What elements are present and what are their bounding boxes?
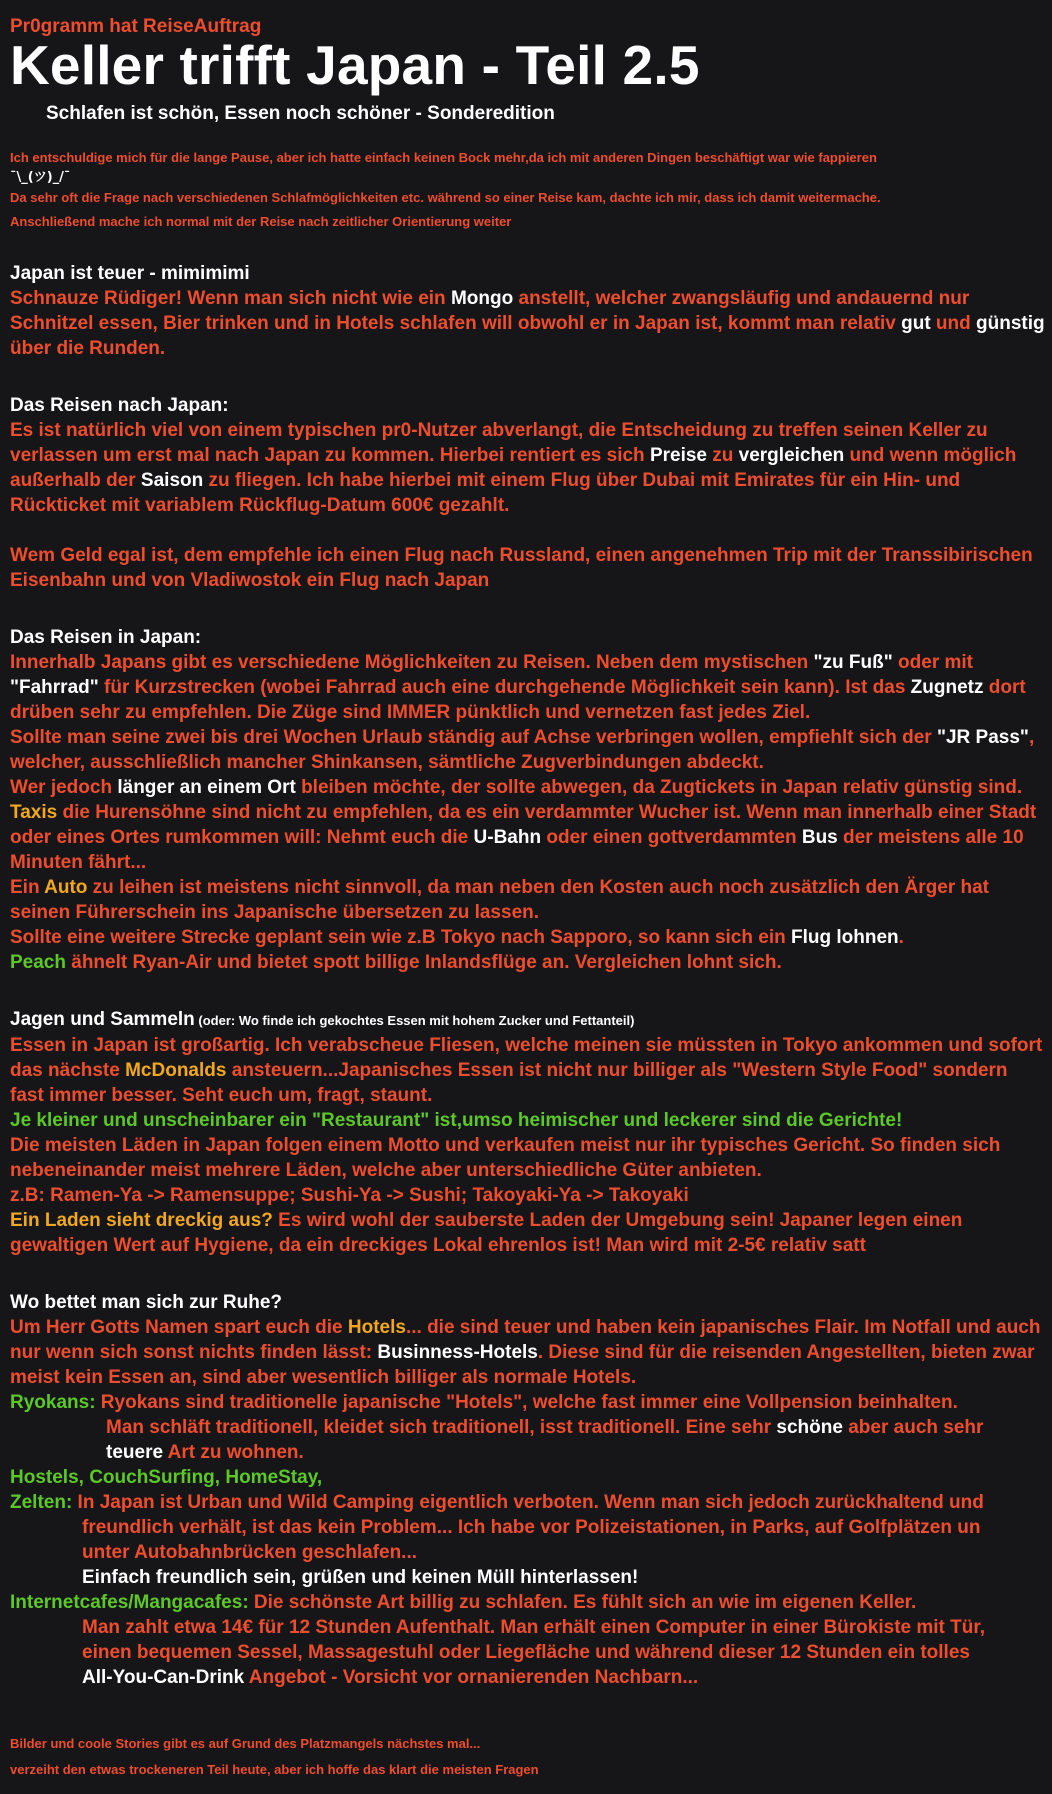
text: ansteuern...Japanisches Essen ist nicht nur billiger als "Western Style Food" sondern fast immer besser. Seht euch um, fragt, staunt.	[10, 1060, 1008, 1106]
paragraph	[10, 950, 1046, 975]
text: Essen in Japan ist großartig. Ich verabscheue Fliesen, welche meinen sie müssten in Tokyo ankommen und sofort das nächste	[10, 1035, 1043, 1081]
highlight: "zu Fuß"	[813, 652, 893, 673]
text: Sollte man seine zwei bis drei Wochen Urlaub ständig auf Achse verbringen wollen, empfiehlt sich der	[10, 727, 937, 748]
highlight: Auto	[44, 877, 88, 898]
text: , welcher, ausschließlich mancher Shinkansen, sämtliche Zugverbindungen abdeckt.	[10, 727, 1035, 773]
text: Innerhalb Japans gibt es verschiedene Möglichkeiten zu Reisen. Neben dem mystischen	[10, 652, 814, 673]
paragraph	[10, 775, 1046, 800]
page-subtitle: Schlafen ist schön, Essen noch schöner - Sonderedition	[46, 103, 555, 124]
page-title: Keller trifft Japan - Teil 2.5	[10, 34, 700, 96]
text: zu fliegen. Ich habe hierbei mit einem Flug über Dubai mit Emirates für ein Hin- und Rückticket mit variablem Rückflug-Datum 600€ gezahlt.	[10, 470, 961, 516]
highlight: Peach	[10, 952, 66, 973]
section-heading: Wo bettet man sich zur Ruhe?	[10, 1292, 283, 1313]
highlight: Zugnetz	[910, 677, 984, 698]
highlight: Mongo	[450, 288, 514, 309]
text: über die Runden.	[10, 338, 166, 359]
paragraph: Hostels, CouchSurfing, HomeStay,	[10, 1467, 323, 1488]
text: Um Herr Gotts Namen spart euch die	[10, 1317, 348, 1338]
text: Man schläft traditionell, kleidet sich traditionell, isst traditionell. Eine sehr	[106, 1417, 777, 1438]
highlight: teuere	[106, 1442, 164, 1463]
paragraph	[10, 1440, 1046, 1465]
paragraph	[10, 1208, 1046, 1258]
text: oder einen gottverdammten	[541, 827, 802, 848]
highlight: McDonalds	[125, 1060, 227, 1081]
highlight: Ein Laden sieht dreckig aus?	[10, 1210, 273, 1231]
paragraph	[10, 725, 1046, 775]
section-travel-in-japan	[10, 625, 1046, 975]
text: zu wohnen.	[195, 1442, 304, 1463]
intro-block	[10, 146, 1046, 234]
highlight: länger an einem Ort	[117, 777, 296, 798]
outro-line: verzeiht den etwas trockeneren Teil heute, aber ich hoffe das klart die meisten Fragen	[10, 1762, 539, 1777]
paragraph	[10, 1490, 1046, 1515]
highlight: Hotels	[347, 1317, 406, 1338]
intro-line: Da sehr oft die Frage nach verschiedenen Schlafmöglichkeiten etc. während so einer Reise kam, dachte ich mir, dass ich damit weitermache.	[10, 190, 881, 205]
paragraph	[10, 925, 1046, 950]
paragraph	[10, 286, 1046, 361]
highlight: Saison	[140, 470, 204, 491]
paragraph: Einfach freundlich sein, grüßen und keinen Müll hinterlassen!	[82, 1567, 639, 1588]
text: Ein	[10, 877, 45, 898]
item-label: Ryokans:	[10, 1392, 96, 1413]
text: .	[898, 927, 904, 948]
outro-block	[10, 1731, 539, 1783]
paragraph	[10, 418, 1046, 518]
paragraph	[10, 1315, 1046, 1390]
text: Sollte eine weitere Strecke geplant sein wie z.B Tokyo nach Sapporo, so kann sich ein	[10, 927, 791, 948]
paragraph: z.B: Ramen-Ya -> Ramensuppe; Sushi-Ya -> Sushi; Takoyaki-Ya -> Takoyaki	[10, 1185, 689, 1206]
paragraph	[10, 875, 1046, 925]
paragraph	[10, 1590, 1046, 1615]
text: der meistens alle 10 Minuten fährt...	[10, 827, 1024, 873]
shrug-emoticon: ¯\_(ツ)_/¯	[10, 170, 71, 185]
text: Art	[163, 1442, 196, 1463]
section-heading: Das Reisen nach Japan:	[10, 395, 229, 416]
section-heading: Japan ist teuer - mimimimi	[10, 263, 250, 284]
paragraph: Je kleiner und unscheinbarer ein "Restaurant" ist,umso heimischer und leckerer sind die Gerichte!	[10, 1110, 903, 1131]
text: und wenn möglich außerhalb der	[10, 445, 1017, 491]
page-content	[10, 16, 1046, 1690]
text: anstellt, welcher zwangsläufig und andauernd nur Schnitzel essen, Bier trinken und in Hotels schlafen will obwohl er in Japan ist, kommt man relativ	[10, 288, 970, 334]
paragraph	[10, 1033, 1046, 1108]
item-label: Zelten:	[10, 1492, 73, 1513]
paragraph	[10, 800, 1046, 875]
heading-note: (oder: Wo finde ich gekochtes Essen mit hohem Zucker und Fettanteil)	[194, 1013, 635, 1028]
text: zu	[706, 445, 739, 466]
text: . Diese sind für die reisenden Angestellten, bieten zwar meist kein Essen an, sind aber wesentlich billiger als normale Hotels.	[10, 1342, 1035, 1388]
highlight: vergleichen	[738, 445, 845, 466]
highlight: U-Bahn	[473, 827, 542, 848]
text: Angebot - Vorsicht vor ornanierenden Nachbarn...	[244, 1667, 699, 1688]
heading-text: Jagen und Sammeln	[10, 1009, 195, 1030]
text: und	[930, 313, 977, 334]
kicker: Pr0gramm hat ReiseAuftrag	[10, 16, 262, 37]
paragraph	[10, 1415, 1046, 1440]
highlight: All-You-Can-Drink	[82, 1667, 245, 1688]
highlight: Bus	[801, 827, 838, 848]
highlight: Preise	[649, 445, 707, 466]
section-travel-to-japan	[10, 393, 1046, 593]
section-costs	[10, 261, 1046, 361]
highlight: Taxis	[10, 802, 58, 823]
item-label: Internetcafes/Mangacafes:	[10, 1592, 249, 1613]
text: Schnauze Rüdiger! Wenn man sich nicht wie ein	[10, 288, 451, 309]
highlight: "Fahrrad"	[10, 677, 99, 698]
highlight: gut	[901, 313, 931, 334]
paragraph: unter Autobahnbrücken geschlafen...	[82, 1542, 418, 1563]
highlight: "JR Pass"	[936, 727, 1029, 748]
intro-line: Ich entschuldige mich für die lange Pause, aber ich hatte einfach keinen Bock mehr,da ich mit anderen Dingen beschäftigt war wie fappieren	[10, 150, 877, 165]
paragraph: Man zahlt etwa 14€ für 12 Stunden Aufenthalt. Man erhält einen Computer in einer Bürokiste mit Tür,	[82, 1617, 985, 1638]
outro-line: Bilder und coole Stories gibt es auf Grund des Platzmangels nächstes mal...	[10, 1736, 481, 1751]
paragraph: einen bequemen Sessel, Massagestuhl oder Liegefläche und während dieser 12 Stunden ein tolles	[82, 1642, 970, 1663]
text: In Japan ist Urban und Wild Camping eigentlich verboten. Wenn man sich jedoch zurückhaltend und	[72, 1492, 984, 1513]
paragraph	[10, 1665, 1046, 1690]
text: oder mit	[892, 652, 973, 673]
text: ... die sind teuer und haben kein japanisches Flair. Im Notfall und auch nur wenn sich sonst nichts finden lässt:	[10, 1317, 1041, 1363]
section-food	[10, 1007, 1046, 1258]
text: bleiben möchte, der sollte abwegen, da Zugtickets in Japan relativ günstig sind.	[295, 777, 1023, 798]
intro-line: Anschließend mache ich normal mit der Reise nach zeitlicher Orientierung weiter	[10, 214, 512, 229]
paragraph	[10, 1390, 1046, 1415]
text: Die schönste Art billig zu schlafen. Es fühlt sich an wie im eigenen Keller.	[248, 1592, 917, 1613]
text: Ryokans sind traditionelle japanische "Hotels", welche fast immer eine Vollpension beinhalten.	[95, 1392, 958, 1413]
text: Es wird wohl der sauberste Laden der Umgebung sein! Japaner legen einen gewaltigen Wert auf Hygiene, da ein dreckiges Lokal ehrenlos ist! Man wird mit 2-5€ relativ satt	[10, 1210, 963, 1256]
paragraph	[10, 650, 1046, 725]
text: Es ist natürlich viel von einem typischen pr0-Nutzer abverlangt, die Entscheidung zu treffen seinen Keller zu verlassen um erst mal nach Japan zu kommen. Hierbei rentiert es sich	[10, 420, 988, 466]
text: aber auch sehr	[842, 1417, 984, 1438]
paragraph: Die meisten Läden in Japan folgen einem Motto und verkaufen meist nur ihr typisches Gericht. So finden sich nebeneinander meist mehrere Läden, welche aber unterschiedliche Güter anbieten.	[10, 1135, 1001, 1181]
section-sleeping	[10, 1290, 1046, 1690]
highlight: Flug lohnen	[791, 927, 899, 948]
text: die Hurensöhne sind nicht zu empfehlen, da es ein verdammter Wucher ist. Wenn man innerhalb einer Stadt oder eines Ortes rumkommen will: Nehmt euch die	[10, 802, 1037, 848]
paragraph: freundlich verhält, ist das kein Problem... Ich habe vor Polizeistationen, in Parks, auf Golfplätzen un	[82, 1517, 981, 1538]
text: dort drüben sehr zu empfehlen. Die Züge sind IMMER pünktlich und vernetzen fast jedes Ziel.	[10, 677, 1026, 723]
paragraph: Wem Geld egal ist, dem empfehle ich einen Flug nach Russland, einen angenehmen Trip mit der Transsibirischen Eisenbahn und von Vladiwostok ein Flug nach Japan	[10, 545, 1033, 591]
text: ähnelt Ryan-Air und bietet spott billige Inlandsflüge an. Vergleichen lohnt sich.	[65, 952, 782, 973]
text: Wer jedoch	[10, 777, 118, 798]
section-heading	[10, 1007, 1046, 1033]
text: für Kurzstrecken (wobei Fahrrad auch eine durchgehende Möglichkeit sein kann). Ist das	[98, 677, 911, 698]
section-heading: Das Reisen in Japan:	[10, 627, 202, 648]
text: zu leihen ist meistens nicht sinnvoll, da man neben den Kosten auch noch zusätzlich den Ärger hat seinen Führerschein ins Japanische übersetzen zu lassen.	[10, 877, 990, 923]
highlight: schöne	[776, 1417, 843, 1438]
highlight: Businness-Hotels	[377, 1342, 538, 1363]
highlight: günstig	[976, 313, 1045, 334]
